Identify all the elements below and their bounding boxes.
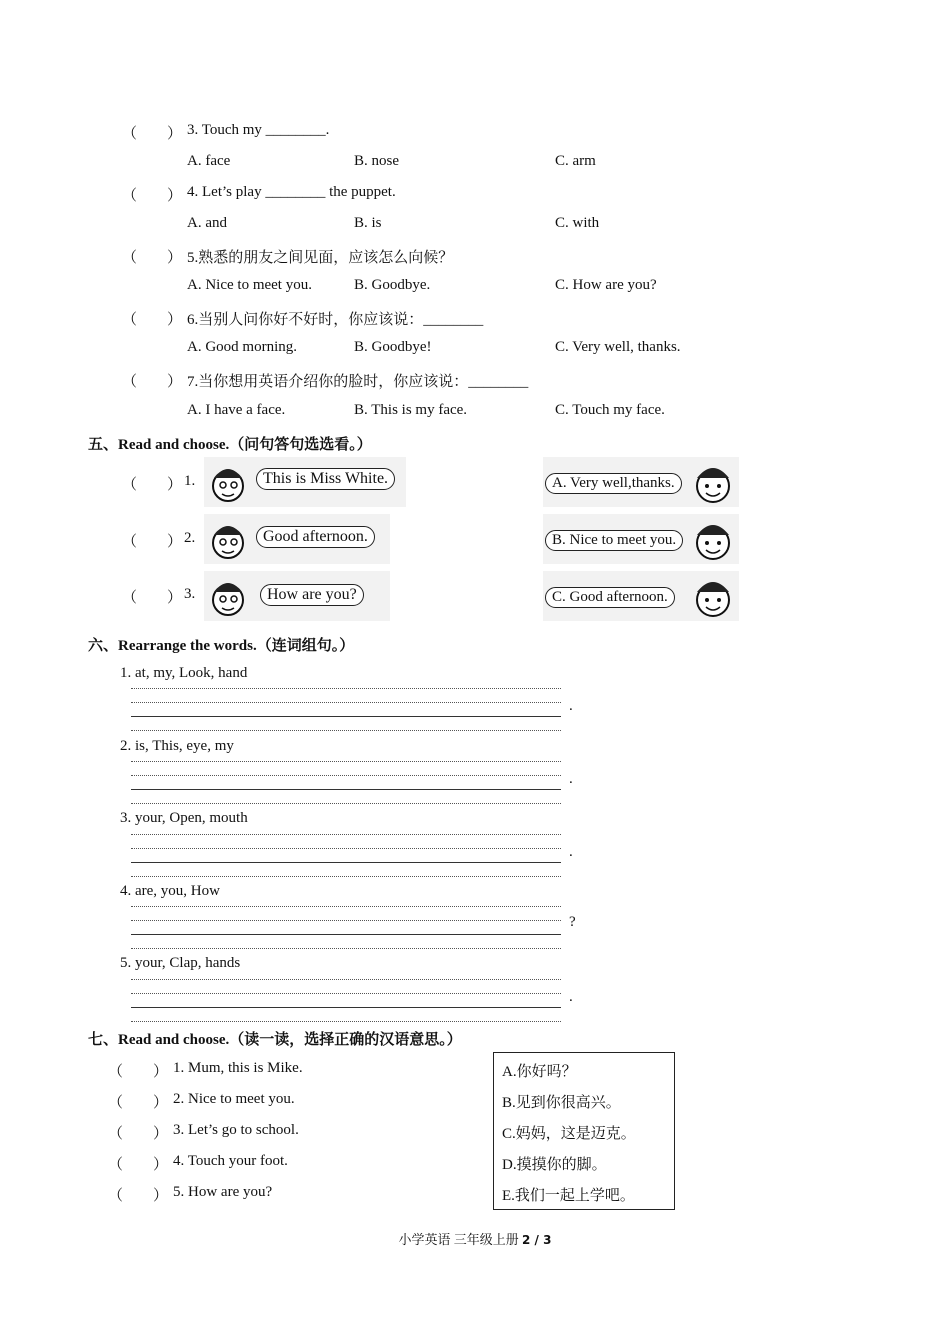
sentence-text: 3. Let’s go to school.	[173, 1122, 299, 1138]
writing-lines[interactable]	[131, 834, 561, 878]
teacher-picture	[204, 514, 390, 564]
boy-picture	[543, 571, 739, 621]
option-a: A. and	[187, 215, 227, 231]
option-c: C. How are you?	[555, 277, 657, 293]
page-number: 2 / 3	[522, 1233, 552, 1247]
answer-paren[interactable]: （ ）	[108, 1064, 169, 1080]
boy-picture	[543, 514, 739, 564]
option-b: B. Goodbye!	[354, 339, 432, 355]
answer-paren[interactable]: （ ）	[122, 590, 183, 606]
item-number: 2.	[184, 530, 196, 546]
option-a: A. Nice to meet you.	[187, 277, 312, 293]
speech-bubble: How are you?	[260, 584, 364, 606]
sentence-text: 5. How are you?	[173, 1184, 273, 1200]
answer-paren[interactable]: （ ）	[108, 1188, 169, 1204]
answer-paren[interactable]: （ ）	[122, 374, 183, 390]
writing-lines[interactable]	[131, 761, 561, 805]
teacher-face-icon	[206, 572, 252, 620]
question-text: 6.当别人问你好不好时，你应该说：________	[187, 312, 484, 328]
question-text: 7.当你想用英语介绍你的脸时，你应该说：________	[187, 374, 529, 390]
teacher-face-icon	[206, 458, 252, 506]
answer-paren[interactable]: （ ）	[122, 188, 183, 204]
answer-paren[interactable]: （ ）	[108, 1126, 169, 1142]
end-punctuation: .	[569, 989, 573, 1005]
option-a: A. Good morning.	[187, 339, 297, 355]
answer-choice: E.我们一起上学吧。	[502, 1188, 635, 1204]
answer-paren[interactable]: （ ）	[122, 477, 183, 493]
speech-bubble: B. Nice to meet you.	[545, 530, 683, 551]
speech-bubble: This is Miss White.	[256, 468, 395, 490]
boy-face-icon	[687, 515, 737, 563]
answer-paren[interactable]: （ ）	[108, 1095, 169, 1111]
answer-paren[interactable]: （ ）	[122, 126, 183, 142]
option-b: B. This is my face.	[354, 402, 468, 418]
question-text: 3. Touch my ________.	[187, 122, 330, 138]
option-a: A. face	[187, 153, 231, 169]
sentence-text: 2. Nice to meet you.	[173, 1091, 295, 1107]
answer-choice: A.你好吗？	[502, 1064, 577, 1080]
boy-picture	[543, 457, 739, 507]
boy-face-icon	[687, 572, 737, 620]
end-punctuation: .	[569, 698, 573, 714]
section-title: 五、Read and choose.（问句答句选选看。）	[88, 437, 372, 453]
rearrange-prompt: 4. are, you, How	[120, 883, 220, 899]
rearrange-prompt: 3. your, Open, mouth	[120, 810, 248, 826]
answer-choice: D.摸摸你的脚。	[502, 1157, 607, 1173]
item-number: 1.	[184, 473, 196, 489]
answer-choice: C.妈妈，这是迈克。	[502, 1126, 636, 1142]
option-c: C. arm	[555, 153, 596, 169]
rearrange-prompt: 5. your, Clap, hands	[120, 955, 241, 971]
teacher-picture	[204, 457, 406, 507]
footer-label: 小学英语 三年级上册	[398, 1232, 519, 1247]
answer-choices-box	[493, 1052, 675, 1210]
end-punctuation: .	[569, 844, 573, 860]
teacher-picture	[204, 571, 390, 621]
speech-bubble: A. Very well,thanks.	[545, 473, 682, 494]
option-c: C. Touch my face.	[555, 402, 665, 418]
speech-bubble: Good afternoon.	[256, 526, 375, 548]
item-number: 3.	[184, 586, 196, 602]
question-text: 5.熟悉的朋友之间见面，应该怎么向候？	[187, 250, 454, 266]
answer-paren[interactable]: （ ）	[122, 312, 183, 328]
sentence-text: 1. Mum, this is Mike.	[173, 1060, 303, 1076]
answer-paren[interactable]: （ ）	[108, 1157, 169, 1173]
teacher-face-icon	[206, 515, 252, 563]
question-text: 4. Let’s play ________ the puppet.	[187, 184, 396, 200]
sentence-text: 4. Touch your foot.	[173, 1153, 288, 1169]
boy-face-icon	[687, 458, 737, 506]
rearrange-prompt: 1. at, my, Look, hand	[120, 665, 248, 681]
speech-bubble: C. Good afternoon.	[545, 587, 675, 608]
option-b: B. nose	[354, 153, 399, 169]
option-c: C. with	[555, 215, 600, 231]
option-a: A. I have a face.	[187, 402, 286, 418]
answer-choice: B.见到你很高兴。	[502, 1095, 621, 1111]
writing-lines[interactable]	[131, 979, 561, 1023]
section-title: 六、Rearrange the words.（连词组句。）	[88, 638, 355, 654]
page-footer	[0, 1229, 950, 1248]
answer-paren[interactable]: （ ）	[122, 534, 183, 550]
end-punctuation: ?	[569, 914, 576, 930]
option-c: C. Very well, thanks.	[555, 339, 681, 355]
writing-lines[interactable]	[131, 906, 561, 950]
rearrange-prompt: 2. is, This, eye, my	[120, 738, 234, 754]
answer-paren[interactable]: （ ）	[122, 250, 183, 266]
option-b: B. is	[354, 215, 382, 231]
section-title: 七、Read and choose.（读一读，选择正确的汉语意思。）	[88, 1032, 462, 1048]
option-b: B. Goodbye.	[354, 277, 431, 293]
end-punctuation: .	[569, 771, 573, 787]
writing-lines[interactable]	[131, 688, 561, 732]
